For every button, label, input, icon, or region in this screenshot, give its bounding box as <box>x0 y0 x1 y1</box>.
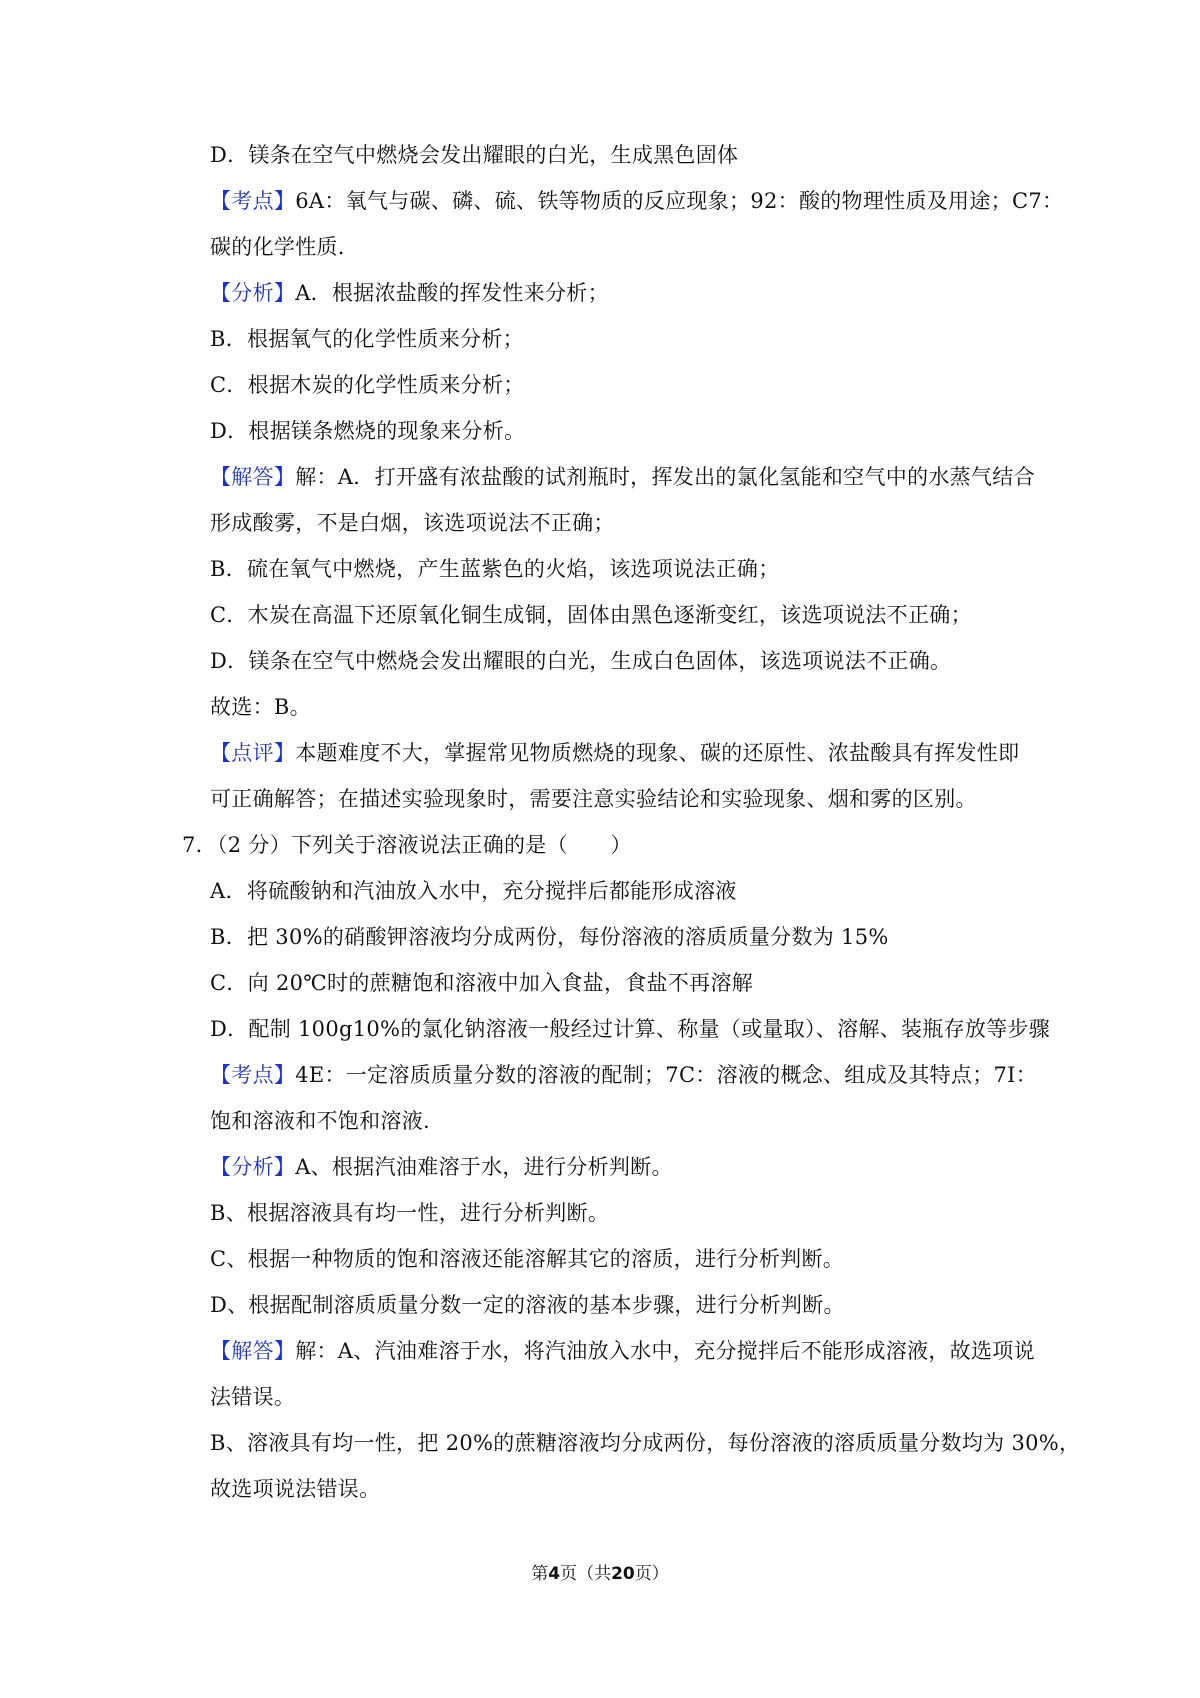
line-text: C．木炭在高温下还原氧化铜生成铜，固体由黑色逐渐变红，该选项说法不正确； <box>210 603 972 627</box>
text-line <box>210 324 1050 354</box>
text-line <box>210 278 1050 308</box>
line-text: D．根据镁条燃烧的现象来分析。 <box>210 419 526 443</box>
line-text: D．配制 100g10%的氯化钠溶液一般经过计算、称量（或量取）、溶解、装瓶存放等步骤 <box>210 1017 1051 1041</box>
line-text: 可正确解答；在描述实验现象时，需要注意实验结论和实验现象、烟和雾的区别。 <box>210 787 977 811</box>
line-text: A．根据浓盐酸的挥发性来分析； <box>295 281 609 305</box>
text-line <box>210 692 1050 722</box>
text-line <box>210 738 1050 768</box>
line-text: D．镁条在空气中燃烧会发出耀眼的白光，生成黑色固体 <box>210 143 739 167</box>
text-line <box>210 232 1050 262</box>
section-tag: 【考点】 <box>210 189 296 213</box>
text-line <box>210 140 1050 170</box>
line-text: 碳的化学性质. <box>210 235 345 259</box>
section-tag: 【分析】 <box>210 1155 296 1179</box>
text-line <box>210 1198 1050 1228</box>
text-line <box>210 968 1050 998</box>
line-text: C．根据木炭的化学性质来分析； <box>210 373 525 397</box>
text-line <box>210 1290 1050 1320</box>
line-text: B、溶液具有均一性，把 20%的蔗糖溶液均分成两份，每份溶液的溶质质量分数均为 30%， <box>210 1431 1081 1455</box>
text-line <box>210 1060 1050 1090</box>
line-text: 本题难度不大，掌握常见物质燃烧的现象、碳的还原性、浓盐酸具有挥发性即 <box>295 741 1020 765</box>
line-text: 法错误。 <box>210 1385 296 1409</box>
section-tag: 【考点】 <box>210 1063 296 1087</box>
text-line <box>210 508 1050 538</box>
line-text: 形成酸雾，不是白烟，该选项说法不正确； <box>210 511 615 535</box>
text-line <box>210 1428 1081 1458</box>
line-text: 6A：氧气与碳、磷、硫、铁等物质的反应现象；92：酸的物理性质及用途；C7： <box>295 189 1064 213</box>
line-text: 饱和溶液和不饱和溶液. <box>210 1109 430 1133</box>
text-line <box>210 600 1050 630</box>
footer-page-number: 4 <box>548 1564 561 1584</box>
footer-prefix: 第 <box>531 1564 549 1584</box>
line-text: B．硫在氧气中燃烧，产生蓝紫色的火焰，该选项说法正确； <box>210 557 780 581</box>
line-text: 解：A．打开盛有浓盐酸的试剂瓶时，挥发出的氯化氢能和空气中的水蒸气结合 <box>295 465 1035 489</box>
footer-middle: 页（共 <box>560 1564 612 1584</box>
text-line <box>210 462 1050 492</box>
text-line <box>210 1244 1050 1274</box>
line-text: 故选项说法错误。 <box>210 1477 381 1501</box>
line-text: D．镁条在空气中燃烧会发出耀眼的白光，生成白色固体，该选项说法不正确。 <box>210 649 952 673</box>
footer-suffix: 页） <box>634 1564 669 1584</box>
text-line <box>210 646 1050 676</box>
line-text: 故选：B。 <box>210 695 311 719</box>
text-line <box>210 1152 1050 1182</box>
section-tag: 【解答】 <box>210 465 296 489</box>
section-tag: 【解答】 <box>210 1339 296 1363</box>
text-line <box>210 1014 1050 1044</box>
line-text: D、根据配制溶质质量分数一定的溶液的基本步骤，进行分析判断。 <box>210 1293 845 1317</box>
line-text: A、根据汽油难溶于水，进行分析判断。 <box>295 1155 673 1179</box>
line-text: B、根据溶液具有均一性，进行分析判断。 <box>210 1201 610 1225</box>
section-tag: 【点评】 <box>210 741 296 765</box>
line-text: C．向 20℃时的蔗糖饱和溶液中加入食盐，食盐不再溶解 <box>210 971 754 995</box>
text-line <box>210 1106 1050 1136</box>
text-line <box>210 1336 1050 1366</box>
text-line <box>210 186 1064 216</box>
line-text: 7．（2 分）下列关于溶液说法正确的是（ ） <box>182 833 632 857</box>
section-tag: 【分析】 <box>210 281 296 305</box>
line-text: C、根据一种物质的饱和溶液还能溶解其它的溶质，进行分析判断。 <box>210 1247 845 1271</box>
text-line <box>210 554 1050 584</box>
text-line <box>210 876 1050 906</box>
text-line <box>210 784 1050 814</box>
line-text: A．将硫酸钠和汽油放入水中，充分搅拌后都能形成溶液 <box>210 879 737 903</box>
footer-total-pages: 20 <box>611 1564 635 1584</box>
text-line <box>210 1474 1050 1504</box>
page-footer <box>0 1562 1200 1586</box>
text-line <box>210 416 1050 446</box>
line-text: 解：A、汽油难溶于水，将汽油放入水中，充分搅拌后不能形成溶液，故选项说 <box>295 1339 1035 1363</box>
line-text: B．把 30%的硝酸钾溶液均分成两份，每份溶液的溶质质量分数为 15% <box>210 925 889 949</box>
text-line <box>182 830 1022 860</box>
line-text: 4E：一定溶质质量分数的溶液的配制；7C：溶液的概念、组成及其特点；7I： <box>295 1063 1038 1087</box>
text-line <box>210 922 1050 952</box>
text-line <box>210 1382 1050 1412</box>
text-line <box>210 370 1050 400</box>
line-text: B．根据氧气的化学性质来分析； <box>210 327 524 351</box>
